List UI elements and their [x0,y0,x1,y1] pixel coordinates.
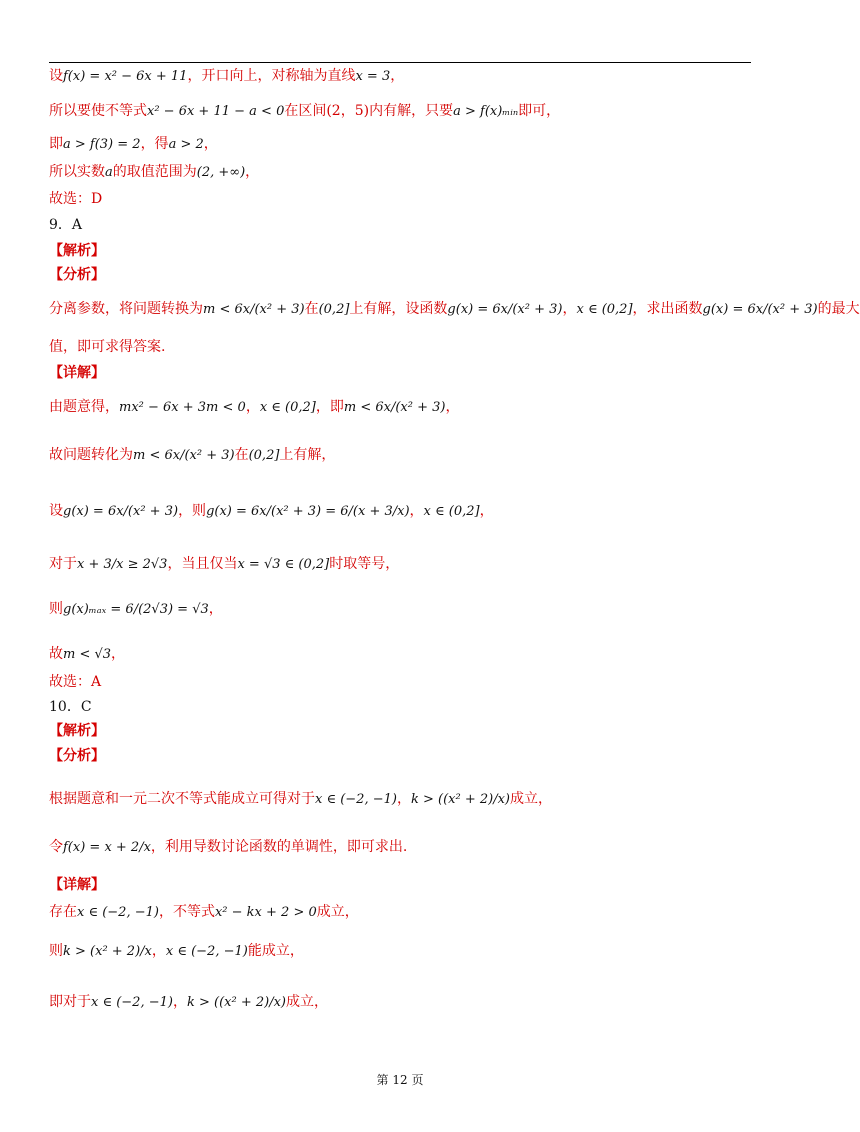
text-line-l8 [49,266,105,284]
text-run: 成立， [316,904,359,920]
text-run: ， [390,68,405,84]
text-run: ，求出函数 [632,301,703,317]
text-run: 故问题转化为 [49,447,133,463]
math-expression: (0,2] [248,448,280,463]
text-line-l4 [49,163,259,182]
text-run: 即 [49,136,63,152]
math-expression: x ∈ (0,2] [259,400,316,415]
text-run: ， [111,646,126,662]
math-expression: x ∈ (−2, −1) [165,944,248,959]
page-footer: 第 12 页 [376,1073,424,1087]
math-expression: a > 2 [168,137,204,152]
math-expression: a > f(3) = 2 [63,137,141,152]
text-run: 根据题意和一元二次不等式能成立可得对于 [49,791,315,807]
text-line-l7 [49,242,105,260]
text-run: 的取值范围为 [112,164,197,180]
text-line-l6 [49,216,82,234]
text-run: 对于 [49,556,77,572]
text-line-l23 [49,838,407,857]
text-line-l2 [49,102,560,121]
text-run: ， [203,136,218,152]
text-run: ， [409,503,424,519]
text-line-l11 [49,364,105,382]
text-run: ， [445,399,460,415]
text-run: 成立， [285,994,328,1010]
math-expression: x² − 6x + 11 − a < 0 [147,104,285,119]
text-line-l10 [49,338,165,356]
header-rule [49,62,751,63]
text-run: 【详解】 [49,365,105,381]
text-run: 【分析】 [49,267,105,283]
math-expression: m < 6x/(x² + 3) [343,400,446,415]
text-line-l25 [49,903,359,922]
text-run: 在 [234,447,249,463]
text-run: ， [151,943,166,959]
text-run: ，开口向上，对称轴为直线 [187,68,356,84]
text-run: 【解析】 [49,243,105,259]
text-run: 在 [304,301,319,317]
math-expression: x ∈ (−2, −1) [91,995,173,1010]
math-expression: m < 6x/(x² + 3) [203,302,305,317]
math-expression: g(x)ₘₐₓ = 6/(2√3) = √3 [63,602,209,617]
math-expression: a > f(x)ₘᵢₙ [453,104,519,119]
text-run: 【解析】 [49,723,105,739]
text-run: 设 [49,68,63,84]
text-run: 则 [49,601,63,617]
text-run: 成立， [509,791,552,807]
text-run: 分离参数，将问题转换为 [49,301,203,317]
text-run: ， [245,164,260,180]
text-run: ，当且仅当 [167,556,238,572]
math-expression: x = 3 [355,69,391,84]
text-run: 的最大 [817,301,860,317]
text-line-l5 [49,190,102,208]
text-line-l20 [49,722,105,740]
math-expression: m < 6x/(x² + 3) [133,448,235,463]
math-expression: x² − kx + 2 > 0 [214,905,317,920]
math-expression: (2, +∞) [196,165,246,180]
text-run: 令 [49,839,63,855]
math-expression: x ∈ (−2, −1) [77,905,159,920]
math-expression: g(x) = 6x/(x² + 3) [702,302,818,317]
math-expression: k > ((x² + 2)/x) [410,792,510,807]
text-run: ， [208,601,223,617]
text-run: 存在 [49,904,77,920]
text-run: 所以要使不等式 [49,103,147,119]
text-line-l27 [49,993,328,1012]
text-run: ， [562,301,577,317]
text-run: 值，即可求得答案. [49,339,166,355]
text-run: 在区间(2，5)内有解，只要 [284,103,454,119]
text-run: ，不等式 [158,904,215,920]
math-expression: x + 3/x ≥ 2√3 [77,557,168,572]
math-expression: x ∈ (−2, −1) [315,792,397,807]
text-run: ， [396,791,411,807]
text-run: 9．A [49,217,83,233]
text-run: 即可， [518,103,561,119]
text-run: ，利用导数讨论函数的单调性，即可求出. [150,839,408,855]
text-line-l19 [49,698,92,716]
text-run: 能成立， [247,943,304,959]
text-run: 故选：D [49,191,103,207]
text-run: ， [479,503,494,519]
text-run: 即对于 [49,994,91,1010]
text-line-l15 [49,555,399,574]
text-line-l14 [49,502,494,521]
math-expression: a [105,165,113,180]
text-run: 【详解】 [49,877,105,893]
math-expression: k > (x² + 2)/x [63,944,152,959]
text-run: 故 [49,646,63,662]
math-expression: mx² − 6x + 3m < 0 [119,400,246,415]
math-expression: g(x) = 6x/(x² + 3) = 6/(x + 3/x) [206,504,410,519]
text-run: ， [245,399,260,415]
text-run: 上有解， [279,447,336,463]
math-expression: f(x) = x + 2/x [63,840,151,855]
text-line-l12 [49,398,459,417]
text-run: ，则 [178,503,207,519]
math-expression: x ∈ (0,2] [576,302,633,317]
text-run: 由题意得， [49,399,119,415]
text-line-l18 [49,673,101,691]
math-expression: k > ((x² + 2)/x) [186,995,286,1010]
text-run: 故选：A [49,674,102,690]
text-run: ， [172,994,187,1010]
text-line-l26 [49,942,304,961]
math-expression: (0,2] [318,302,350,317]
text-line-l17 [49,645,125,664]
text-run: ，即 [315,399,344,415]
math-expression: m < √3 [63,647,112,662]
text-line-l16 [49,600,223,619]
text-line-l24 [49,876,105,894]
math-expression: x = √3 ∈ (0,2] [237,557,330,572]
text-run: 【分析】 [49,748,105,764]
text-run: 设 [49,503,63,519]
text-line-l3 [49,135,218,154]
text-run: ，得 [140,136,169,152]
text-run: 时取等号， [329,556,400,572]
text-line-l1 [49,67,404,86]
math-expression: g(x) = 6x/(x² + 3) [447,302,563,317]
math-expression: g(x) = 6x/(x² + 3) [63,504,179,519]
text-line-l22 [49,790,552,809]
text-run: 所以实数 [49,164,105,180]
math-expression: x ∈ (0,2] [423,504,480,519]
text-run: 10．C [49,699,92,715]
math-expression: f(x) = x² − 6x + 11 [63,69,188,84]
text-line-l9 [49,300,860,319]
text-line-l21 [49,747,105,765]
text-run: 则 [49,943,63,959]
text-line-l13 [49,446,335,465]
text-run: 上有解，设函数 [349,301,448,317]
